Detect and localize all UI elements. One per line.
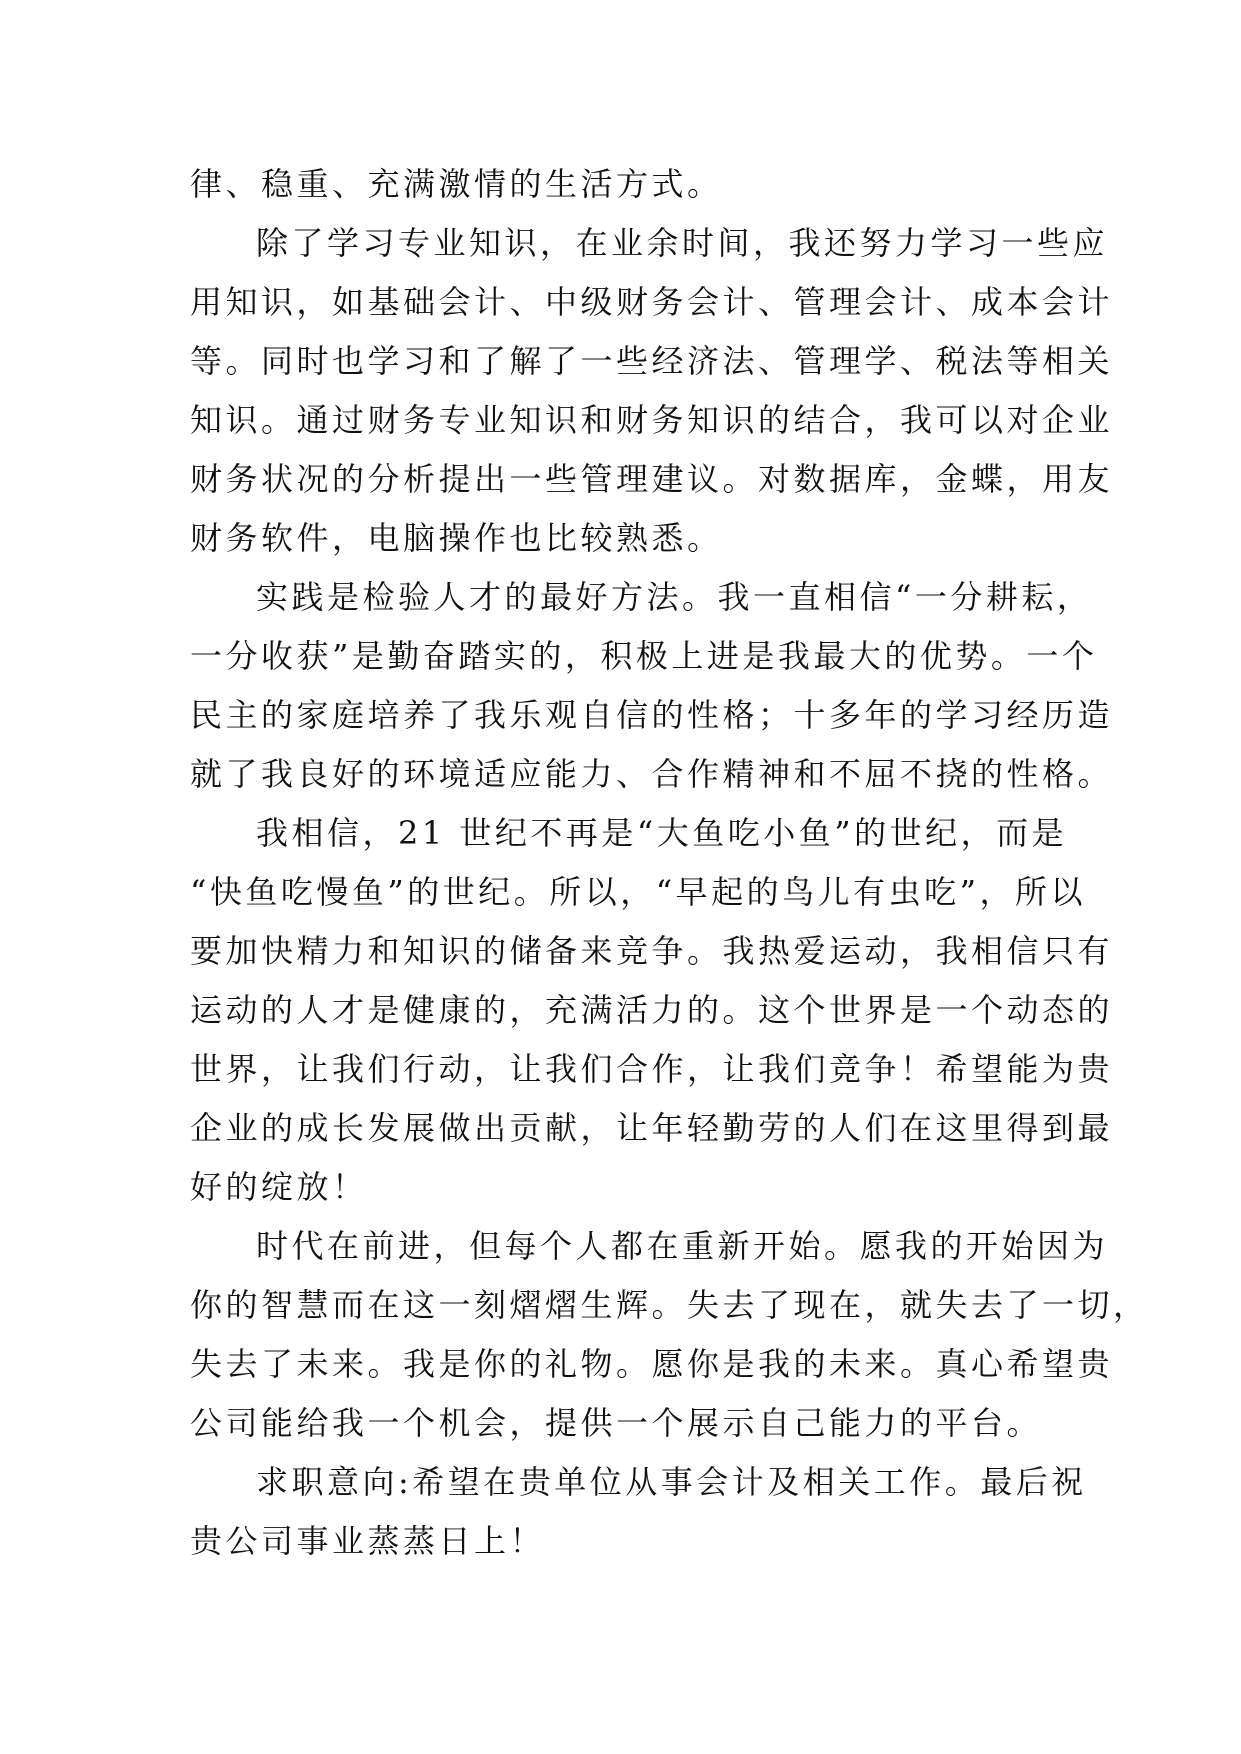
text-line: 世界，让我们行动，让我们合作，让我们竞争！希望能为贵	[190, 1050, 1114, 1088]
text-line: 一分收获”是勤奋踏实的，积极上进是我最大的优势。一个	[190, 637, 1098, 675]
text-line: 财务软件，电脑操作也比较熟悉。	[190, 519, 723, 557]
text-line: 企业的成长发展做出贡献，让年轻勤劳的人们在这里得到最	[190, 1109, 1114, 1147]
text-line: 财务状况的分析提出一些管理建议。对数据库，金蝶，用友	[190, 460, 1114, 498]
text-line: 我相信，21 世纪不再是“大鱼吃小鱼”的世纪，而是	[256, 814, 1068, 852]
text-line: 公司能给我一个机会，提供一个展示自己能力的平台。	[190, 1404, 1043, 1442]
text-line: 要加快精力和知识的储备来竞争。我热爱运动，我相信只有	[190, 932, 1114, 970]
text-line: 运动的人才是健康的，充满活力的。这个世界是一个动态的	[190, 991, 1114, 1029]
text-line: 好的绽放！	[190, 1168, 368, 1206]
text-line: 时代在前进，但每个人都在重新开始。愿我的开始因为	[256, 1227, 1109, 1265]
text-line: 律、稳重、充满激情的生活方式。	[190, 165, 723, 203]
text-line: 知识。通过财务专业知识和财务知识的结合，我可以对企业	[190, 401, 1114, 439]
letter-body	[190, 155, 1149, 1571]
text-line: 民主的家庭培养了我乐观自信的性格；十多年的学习经历造	[190, 696, 1114, 734]
text-line: 等。同时也学习和了解了一些经济法、管理学、税法等相关	[190, 342, 1114, 380]
text-line: 失去了未来。我是你的礼物。愿你是我的未来。真心希望贵	[190, 1345, 1114, 1383]
text-line: 除了学习专业知识，在业余时间，我还努力学习一些应	[256, 224, 1109, 262]
text-line: 你的智慧而在这一刻熠熠生辉。失去了现在，就失去了一切，	[190, 1286, 1149, 1324]
text-line: 求职意向:希望在贵单位从事会计及相关工作。最后祝	[256, 1463, 1087, 1501]
text-line: “快鱼吃慢鱼”的世纪。所以，“早起的鸟儿有虫吃”，所以	[190, 873, 1086, 911]
text-line: 贵公司事业蒸蒸日上！	[190, 1522, 546, 1560]
text-line: 就了我良好的环境适应能力、合作精神和不屈不挠的性格。	[190, 755, 1114, 793]
text-line: 用知识，如基础会计、中级财务会计、管理会计、成本会计	[190, 283, 1114, 321]
text-line: 实践是检验人才的最好方法。我一直相信“一分耕耘，	[256, 578, 1093, 616]
